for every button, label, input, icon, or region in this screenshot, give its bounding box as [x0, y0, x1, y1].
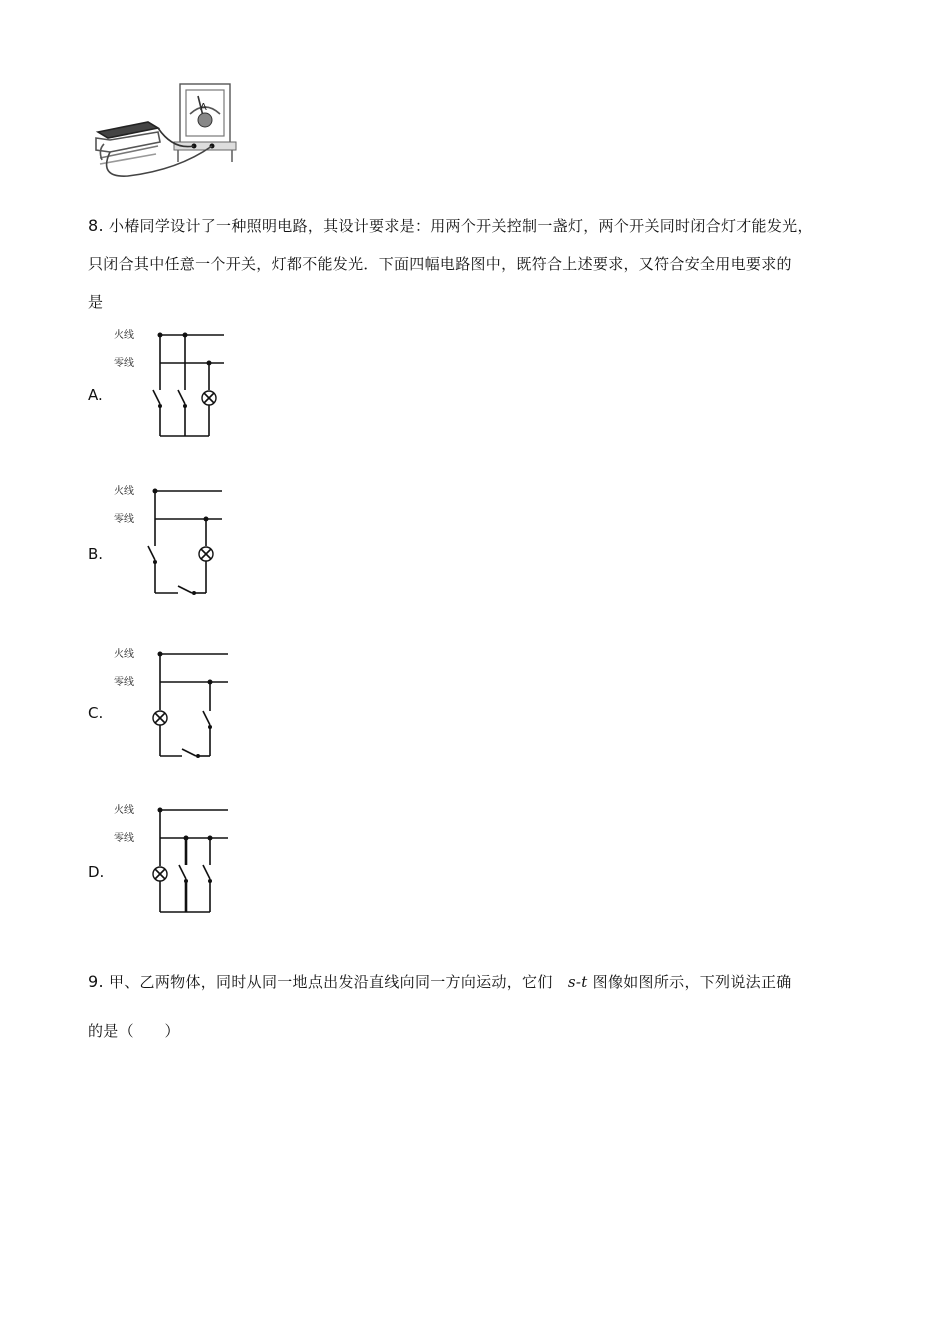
question-line: 是: [88, 293, 104, 311]
meter-label: A: [200, 102, 207, 113]
live-wire-label: 火线: [114, 486, 134, 497]
question-line: 小椿同学设计了一种照明电路，其设计要求是：用两个开关控制一盏灯，两个开关同时闭合灯才能发光，: [108, 217, 813, 235]
circuit-diagram-c[interactable]: [110, 643, 235, 763]
lamp-icon: [153, 711, 167, 725]
question-number: 8.: [88, 216, 104, 235]
st-graph-label: s-t: [567, 973, 588, 991]
switch: [182, 749, 196, 756]
lamp-icon: [202, 391, 216, 405]
question-9: [88, 963, 888, 1001]
switch: [148, 546, 155, 560]
switch: [153, 390, 160, 404]
circuit-diagram-a[interactable]: [110, 324, 230, 442]
question-line: 只闭合其中任意一个开关，灯都不能发光．下面四幅电路图中，既符合上述要求，又符合安全用电要求的: [88, 255, 792, 273]
lamp-icon: [153, 867, 167, 881]
option-d-label[interactable]: D.: [88, 863, 105, 881]
option-c-label[interactable]: C.: [88, 704, 104, 722]
neutral-wire-label: 零线: [114, 514, 134, 525]
live-wire-label: 火线: [114, 805, 134, 816]
circuit-diagram-b[interactable]: [110, 480, 230, 600]
switch: [203, 865, 210, 879]
option-a-label[interactable]: A.: [88, 386, 103, 404]
question-9-line-2: 的是（ ）: [88, 1022, 180, 1040]
question-line: 图像如图所示，下列说法正确: [592, 973, 792, 991]
switch: [203, 711, 210, 725]
neutral-wire-label: 零线: [114, 677, 134, 688]
option-b-label[interactable]: B.: [88, 545, 104, 563]
question-line: 甲、乙两物体，同时从同一地点出发沿直线向同一方向运动，它们: [108, 973, 553, 991]
neutral-wire-label: 零线: [114, 833, 134, 844]
neutral-wire-label: 零线: [114, 358, 134, 369]
meter-coil-figure: [88, 80, 248, 190]
question-number: 9.: [88, 972, 104, 991]
lamp-icon: [199, 547, 213, 561]
switch: [178, 390, 185, 404]
circuit-diagram-d[interactable]: [110, 799, 235, 919]
question-8: [88, 207, 888, 321]
live-wire-label: 火线: [114, 330, 134, 341]
live-wire-label: 火线: [114, 649, 134, 660]
switch: [178, 586, 192, 593]
switch: [179, 865, 186, 879]
